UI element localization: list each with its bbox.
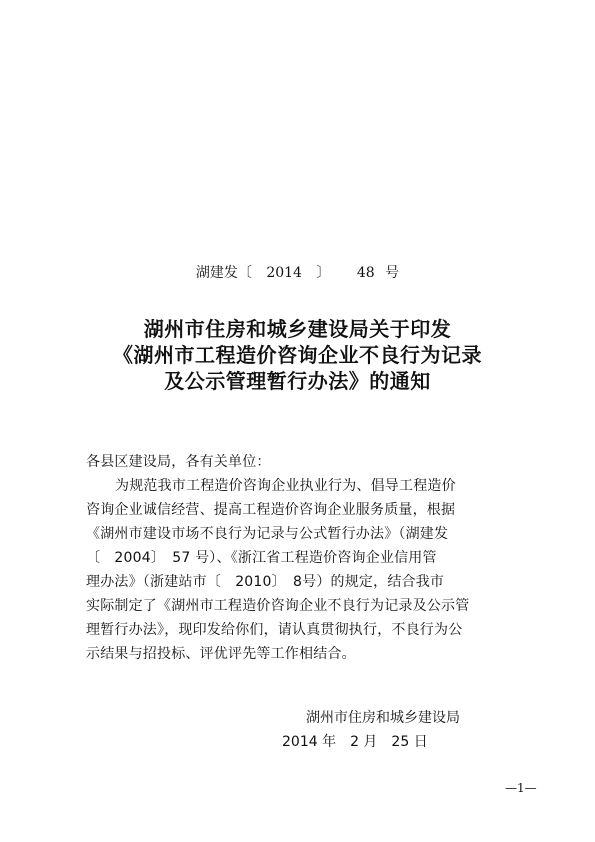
body-line-8: 示结果与招投标、评优评先等工作相结合。 <box>86 646 356 662</box>
body-line-7: 理暂行办法》，现印发给你们，请认真贯彻执行，不良行为公 <box>86 622 463 638</box>
document-number <box>0 263 595 283</box>
body-line-1: 为规范我市工程造价咨询企业执业行为、倡导工程造价 <box>115 478 456 494</box>
issue-date: 2014 年 2 月 25 日 <box>282 734 428 750</box>
body-line-6: 实际制定了《湖州市工程造价咨询企业不良行为记录及公示管 <box>86 598 470 614</box>
body-line-3: 《湖州市建设市场不良行为记录与公式暂行办法》（湖建发 <box>86 526 449 542</box>
doc-number-prefix: 湖建发〔 <box>195 265 252 281</box>
title-line-1: 湖州市住房和城乡建设局关于印发 <box>143 317 452 341</box>
doc-number-num: 48 <box>356 265 375 281</box>
salutation: 各县区建设局，各有关单位： <box>86 454 271 470</box>
body-line-2: 咨询企业诚信经营、提高工程造价咨询企业服务质量，根据 <box>86 502 456 518</box>
title-line-3: 及公示管理暂行办法》的通知 <box>164 369 431 393</box>
body-line-5: 理办法》（浙建站市〔 2010〕 8号）的规定，结合我市 <box>86 574 445 590</box>
doc-number-close: 〕 <box>316 265 331 281</box>
page-number: —1— <box>505 781 537 795</box>
doc-number-suffix: 号 <box>385 265 400 281</box>
doc-number-year: 2014 <box>266 265 302 281</box>
title-line-2: 《湖州市工程造价咨询企业不良行为记录 <box>113 343 482 367</box>
body-line-4: 〔 2004〕 57 号）、《浙江省工程造价咨询企业信用管 <box>86 550 437 566</box>
issuer-name: 湖州市住房和城乡建设局 <box>306 710 460 726</box>
